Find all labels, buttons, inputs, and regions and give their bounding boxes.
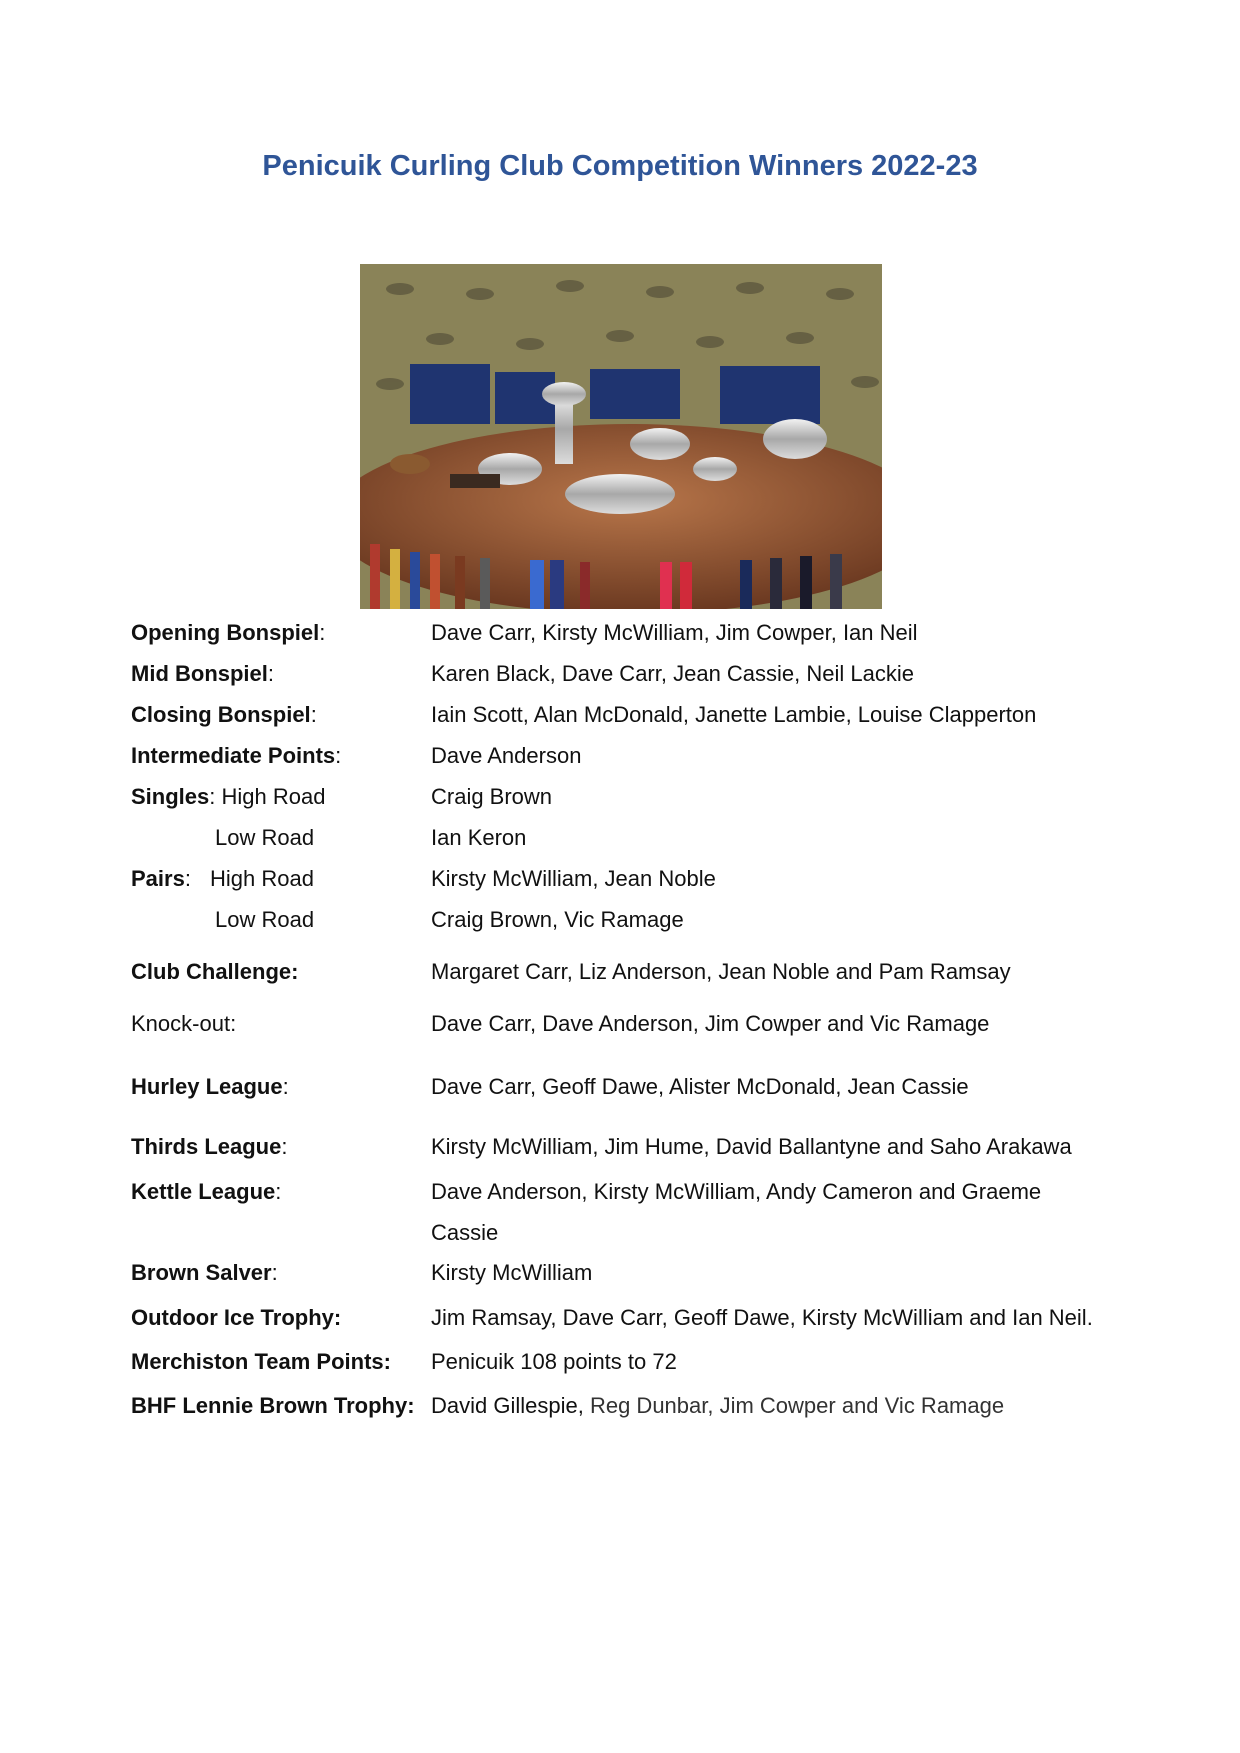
- competition-label: [131, 1009, 236, 1039]
- winners-value: [431, 782, 552, 812]
- winners-value: [431, 618, 918, 648]
- winners-text: Craig Brown, Vic Ramage: [431, 907, 684, 932]
- competition-name: Closing Bonspiel: [131, 702, 311, 727]
- competition-name: Opening Bonspiel: [131, 620, 320, 645]
- competition-label: [131, 618, 325, 648]
- winners-text: Kirsty McWilliam: [431, 1260, 593, 1285]
- competition-name: Brown Salver: [131, 1260, 272, 1285]
- competition-name: Thirds League: [131, 1134, 282, 1159]
- label-suffix: :: [310, 702, 317, 727]
- competition-name: Mid Bonspiel: [131, 661, 268, 686]
- winner-row: [131, 1218, 1131, 1248]
- trophy-photo: [360, 264, 882, 609]
- winners-text: Cassie: [431, 1220, 499, 1245]
- competition-label: [131, 1258, 278, 1288]
- winners-text: Ian Keron: [431, 825, 527, 850]
- winners-value: [431, 957, 1011, 987]
- competition-name: Singles: [131, 784, 210, 809]
- winners-value: [431, 905, 684, 935]
- winners-text: Jim Ramsay, Dave Carr, Geoff Dawe, Kirsty McWilliam and Ian Neil.: [431, 1305, 1093, 1330]
- winners-value: [431, 1347, 677, 1377]
- winner-row: [131, 905, 1131, 935]
- winner-row: [131, 1347, 1131, 1377]
- competition-name: Intermediate Points: [131, 743, 336, 768]
- winner-row: [131, 1177, 1131, 1207]
- winners-value: [431, 1303, 1093, 1333]
- winner-row: [131, 700, 1131, 730]
- winners-text: Karen Black, Dave Carr, Jean Cassie, Neil Lackie: [431, 661, 914, 686]
- competition-name: Merchiston Team Points:: [131, 1349, 391, 1374]
- winners-value: [431, 864, 716, 894]
- winner-row: [131, 1072, 1131, 1102]
- winners-value: [431, 1072, 969, 1102]
- winner-row: [131, 1132, 1131, 1162]
- winners-value: [431, 1258, 592, 1288]
- winners-text: Margaret Carr, Liz Anderson, Jean Noble and Pam Ramsay: [431, 959, 1011, 984]
- winners-value: [431, 700, 1036, 730]
- winners-value: [431, 1132, 1072, 1162]
- label-suffix: :: [282, 1074, 289, 1099]
- competition-label: [131, 659, 274, 689]
- label-suffix: :: [230, 1011, 237, 1036]
- winner-row: [131, 823, 1131, 853]
- winners-text: Dave Carr, Geoff Dawe, Alister McDonald, Jean Cassie: [431, 1074, 969, 1099]
- competition-name: Knock-out: [131, 1011, 231, 1036]
- winner-row: [131, 618, 1131, 648]
- label-suffix: : High Road: [209, 784, 326, 809]
- label-suffix: :: [267, 661, 275, 686]
- competition-label: [131, 864, 191, 894]
- winners-value: [431, 659, 914, 689]
- competition-name: BHF Lennie Brown Trophy:: [131, 1393, 415, 1418]
- competition-label: [131, 1303, 341, 1333]
- winner-row: [131, 1258, 1131, 1288]
- winners-text: Dave Carr, Kirsty McWilliam, Jim Cowper, Ian Neil: [431, 620, 918, 645]
- competition-label: [131, 957, 298, 987]
- label-suffix: :: [281, 1134, 288, 1159]
- competition-name: Outdoor Ice Trophy:: [131, 1305, 342, 1330]
- winners-text: Kirsty McWilliam, Jean Noble: [431, 866, 716, 891]
- competition-label: [131, 741, 341, 771]
- winners-text: Kirsty McWilliam, Jim Hume, David Ballantyne and Saho Arakawa: [431, 1134, 1072, 1159]
- competition-label: [131, 1132, 287, 1162]
- competition-label: [131, 1391, 415, 1421]
- page-title: Penicuik Curling Club Competition Winners 2022-23: [262, 150, 978, 182]
- competition-label: [131, 700, 317, 730]
- label-suffix: :: [335, 743, 342, 768]
- winners-text: Craig Brown: [431, 784, 553, 809]
- winner-row: [131, 1009, 1131, 1039]
- winners-value: [431, 1391, 1004, 1421]
- winners-text: Dave Anderson: [431, 743, 582, 768]
- competition-name: Hurley League: [131, 1074, 283, 1099]
- winner-row: [131, 741, 1131, 771]
- winners-text: Dave Anderson, Kirsty McWilliam, Andy Cameron and Graeme: [431, 1179, 1042, 1204]
- winners-text: Iain Scott, Alan McDonald, Janette Lambie, Louise Clapperton: [431, 702, 1037, 727]
- winner-row: [131, 659, 1131, 689]
- road-label: Low Road: [215, 907, 315, 932]
- winners-value: [431, 741, 581, 771]
- winners-text: Penicuik 108 points to 72: [431, 1349, 677, 1374]
- competition-name: Pairs: [131, 866, 185, 891]
- winners-value: [431, 1218, 498, 1248]
- competition-name: Kettle League: [131, 1179, 276, 1204]
- winners-value: [431, 823, 526, 853]
- winner-row: [131, 957, 1131, 987]
- winner-row: [131, 1303, 1131, 1333]
- label-suffix: :: [275, 1179, 282, 1204]
- label-suffix: :: [184, 866, 191, 891]
- winners-text-extra: Reg Dunbar, Jim Cowper and Vic Ramage: [583, 1393, 1005, 1418]
- winners-value: [431, 1177, 1041, 1207]
- winner-row: [131, 864, 1131, 894]
- label-suffix: :: [271, 1260, 278, 1285]
- winners-text: Dave Carr, Dave Anderson, Jim Cowper and Vic Ramage: [431, 1011, 990, 1036]
- competition-label: [131, 1177, 281, 1207]
- label-suffix: :: [319, 620, 326, 645]
- road-label: Low Road: [215, 825, 315, 850]
- competition-label: [131, 782, 325, 812]
- winners-text: David Gillespie,: [431, 1393, 584, 1418]
- winner-row: [131, 1391, 1131, 1421]
- competition-label: [131, 1072, 289, 1102]
- road-label: High Road: [210, 866, 314, 891]
- winners-value: [431, 1009, 989, 1039]
- competition-label: [131, 1347, 391, 1377]
- competition-name: Club Challenge:: [131, 959, 299, 984]
- winner-row: [131, 782, 1131, 812]
